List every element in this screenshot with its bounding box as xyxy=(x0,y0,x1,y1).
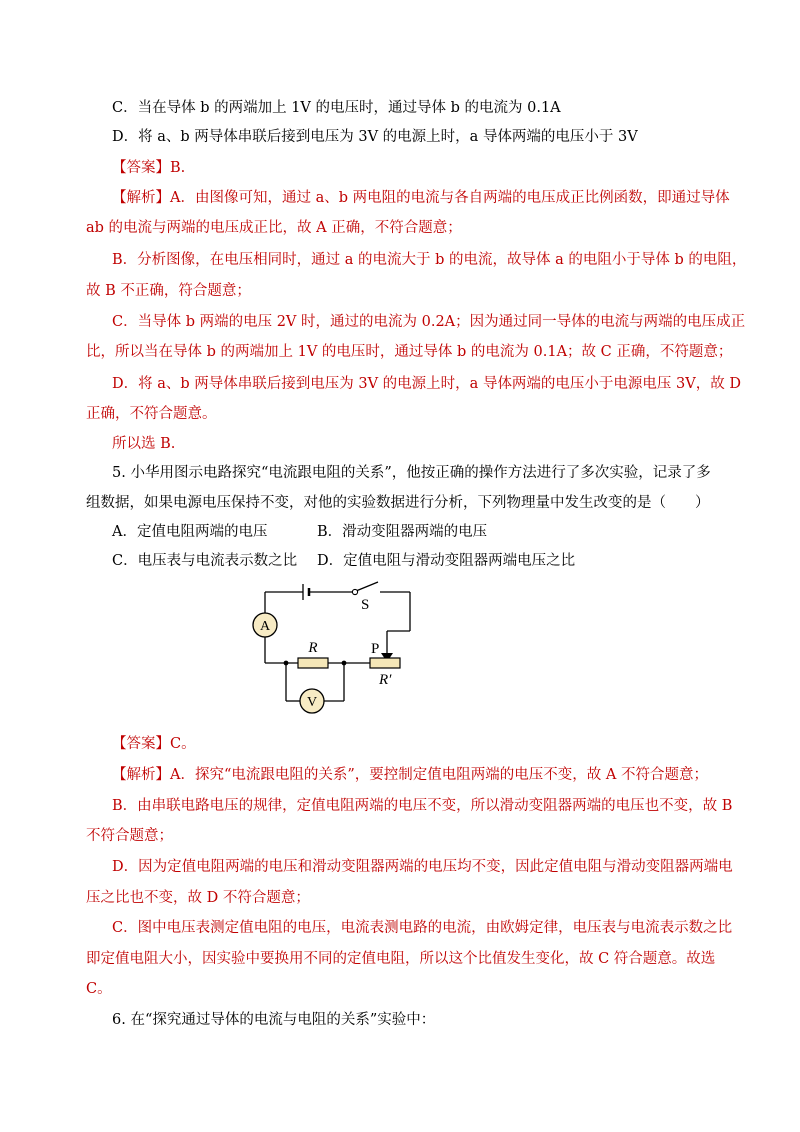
prev-analysis-line: 【解析】A．由图像可知，通过 a、b 两电阻的电流与各自两端的电压成正比例函数，即通过导体 xyxy=(112,190,730,206)
q5-analysis-line: 压之比也不变，故 D 不符合题意； xyxy=(86,890,310,906)
switch-label: S xyxy=(361,597,370,613)
switch-contact xyxy=(352,589,357,594)
resistor-label: R xyxy=(308,640,318,656)
q5-answer: 【答案】C。 xyxy=(112,736,196,752)
prev-option-d: D．将 a、b 两导体串联后接到电压为 3V 的电源上时，a 导体两端的电压小于 3V xyxy=(112,129,638,145)
q5-stem-line: 组数据，如果电源电压保持不变，对他的实验数据进行分析，下列物理量中发生改变的是（ ） xyxy=(86,495,710,511)
junction-dot xyxy=(284,661,289,666)
prev-analysis-line: 所以选 B. xyxy=(112,436,176,452)
circuit-diagram xyxy=(250,580,430,720)
prev-analysis-line: B．分析图像，在电压相同时，通过 a 的电流大于 b 的电流，故导体 a 的电阻小于导体 b 的电阻， xyxy=(112,252,747,268)
q5-option-c: C．电压表与电流表示数之比 xyxy=(112,553,298,569)
q5-analysis-line: C。 xyxy=(86,981,112,997)
q5-option-b: B．滑动变阻器两端的电压 xyxy=(317,524,488,540)
prev-analysis-line: 比，所以当在导体 b 的两端加上 1V 的电压时，通过导体 b 的电流为 0.1A；故 C 正确，不符题意； xyxy=(86,344,733,360)
q5-analysis-line: B．由串联电路电压的规律，定值电阻两端的电压不变，所以滑动变阻器两端的电压也不变，故 B xyxy=(112,798,733,814)
q5-analysis-line: 不符合题意； xyxy=(86,828,173,844)
q5-option-a: A．定值电阻两端的电压 xyxy=(112,524,268,540)
junction-dot xyxy=(342,661,347,666)
rheostat-label: R′ xyxy=(379,672,392,688)
prev-answer: 【答案】B. xyxy=(112,160,186,176)
q5-analysis-line: D．因为定值电阻两端的电压和滑动变阻器两端的电压均不变，因此定值电阻与滑动变阻器两端电 xyxy=(112,859,733,875)
rheostat xyxy=(370,658,400,668)
q5-analysis-line: 【解析】A．探究“电流跟电阻的关系”，要控制定值电阻两端的电压不变，故 A 不符合题意； xyxy=(112,767,708,783)
q6-stem: 6. 在“探究通过导体的电流与电阻的关系”实验中： xyxy=(112,1012,436,1028)
prev-analysis-line: 正确，不符合题意。 xyxy=(86,406,217,422)
resistor xyxy=(298,658,328,668)
voltmeter-label: V xyxy=(306,695,318,710)
q5-stem-line: 5. 小华用图示电路探究“电流跟电阻的关系”，他按正确的操作方法进行了多次实验，记录了多 xyxy=(112,465,711,481)
prev-option-c: C．当在导体 b 的两端加上 1V 的电压时，通过导体 b 的电流为 0.1A xyxy=(112,100,561,116)
prev-analysis-line: ab 的电流与两端的电压成正比，故 A 正确，不符合题意； xyxy=(86,220,462,236)
switch-lever xyxy=(356,582,378,591)
prev-analysis-line: 故 B 不正确，符合题意； xyxy=(86,283,251,299)
q5-analysis-line: C．图中电压表测定值电阻的电压，电流表测电路的电流，由欧姆定律，电压表与电流表示数之比 xyxy=(112,920,733,936)
q5-option-d: D．定值电阻与滑动变阻器两端电压之比 xyxy=(317,553,576,569)
prev-analysis-line: D．将 a、b 两导体串联后接到电压为 3V 的电源上时，a 导体两端的电压小于电源电压 3V，故 D xyxy=(112,376,741,392)
slider-label: P xyxy=(371,641,380,657)
prev-analysis-line: C．当导体 b 两端的电压 2V 时，通过的电流为 0.2A；因为通过同一导体的电流与两端的电压成正 xyxy=(112,314,746,330)
q5-analysis-line: 即定值电阻大小，因实验中要换用不同的定值电阻，所以这个比值发生变化，故 C 符合题意。故选 xyxy=(86,951,716,967)
ammeter-label: A xyxy=(259,619,271,634)
